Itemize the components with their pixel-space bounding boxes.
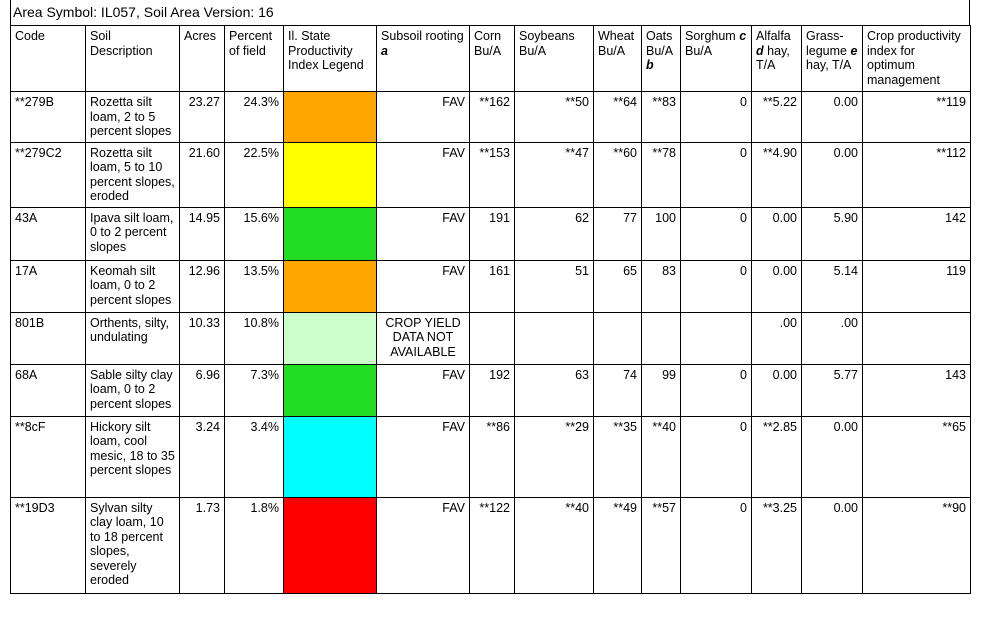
cell-alfalfa: **4.90	[752, 142, 802, 207]
cell-wheat: **60	[594, 142, 642, 207]
cell-alfalfa: **5.22	[752, 92, 802, 143]
cell-grass-legume: 0.00	[802, 92, 863, 143]
legend-swatch	[284, 92, 377, 143]
col-subsoil-rooting	[377, 26, 470, 92]
cell-sorghum: 0	[681, 142, 752, 207]
cell-percent: 22.5%	[225, 142, 284, 207]
cell-wheat: **64	[594, 92, 642, 143]
cell-alfalfa: **3.25	[752, 497, 802, 593]
cell-corn: **153	[470, 142, 515, 207]
cell-code: 68A	[11, 364, 86, 416]
cell-grass-legume: 5.90	[802, 207, 863, 260]
area-title: Area Symbol: IL057, Soil Area Version: 16	[10, 0, 970, 25]
cell-soil-description: Hickory silt loam, cool mesic, 18 to 35 percent slopes	[86, 416, 180, 497]
cell-grass-legume: 5.14	[802, 260, 863, 312]
cell-wheat	[594, 312, 642, 364]
cell-percent: 3.4%	[225, 416, 284, 497]
cell-acres: 3.24	[180, 416, 225, 497]
col-alfalfa	[752, 26, 802, 92]
legend-swatch	[284, 207, 377, 260]
table-row	[11, 92, 971, 143]
cell-alfalfa: 0.00	[752, 207, 802, 260]
cell-corn: 192	[470, 364, 515, 416]
cell-code: 43A	[11, 207, 86, 260]
cell-crop-index	[863, 312, 971, 364]
table-row	[11, 207, 971, 260]
cell-oats: 83	[642, 260, 681, 312]
cell-code: 17A	[11, 260, 86, 312]
cell-crop-index: 119	[863, 260, 971, 312]
cell-soybeans: **29	[515, 416, 594, 497]
table-row	[11, 497, 971, 593]
col-code: Code	[11, 26, 86, 92]
cell-crop-index: **112	[863, 142, 971, 207]
cell-subsoil: FAV	[377, 416, 470, 497]
cell-soybeans: **50	[515, 92, 594, 143]
cell-code: **19D3	[11, 497, 86, 593]
cell-wheat: **49	[594, 497, 642, 593]
cell-soybeans: **40	[515, 497, 594, 593]
table-row	[11, 312, 971, 364]
cell-acres: 1.73	[180, 497, 225, 593]
cell-oats: **78	[642, 142, 681, 207]
cell-percent: 15.6%	[225, 207, 284, 260]
cell-grass-legume: .00	[802, 312, 863, 364]
oats-label: Oats Bu/A	[646, 29, 674, 58]
cell-soybeans: **47	[515, 142, 594, 207]
cell-oats: **40	[642, 416, 681, 497]
cell-percent: 10.8%	[225, 312, 284, 364]
cell-acres: 10.33	[180, 312, 225, 364]
cell-subsoil: CROP YIELD DATA NOT AVAILABLE	[377, 312, 470, 364]
cell-wheat: 74	[594, 364, 642, 416]
cell-soil-description: Rozetta silt loam, 2 to 5 percent slopes	[86, 92, 180, 143]
alfalfa-unit: hay, T/A	[756, 43, 790, 72]
col-acres: Acres	[180, 26, 225, 92]
cell-alfalfa: .00	[752, 312, 802, 364]
cell-sorghum: 0	[681, 260, 752, 312]
col-oats	[642, 26, 681, 92]
col-soil-description: Soil Description	[86, 26, 180, 92]
cell-sorghum: 0	[681, 364, 752, 416]
col-sorghum	[681, 26, 752, 92]
cell-subsoil: FAV	[377, 364, 470, 416]
cell-soil-description: Rozetta silt loam, 5 to 10 percent slopes, eroded	[86, 142, 180, 207]
cell-corn: 191	[470, 207, 515, 260]
oats-note: b	[646, 58, 654, 72]
cell-crop-index: 142	[863, 207, 971, 260]
legend-swatch	[284, 416, 377, 497]
cell-acres: 12.96	[180, 260, 225, 312]
cell-oats: 99	[642, 364, 681, 416]
cell-grass-legume: 0.00	[802, 497, 863, 593]
cell-code: **279C2	[11, 142, 86, 207]
cell-code: **8cF	[11, 416, 86, 497]
legend-swatch	[284, 497, 377, 593]
alfalfa-label: Alfalfa	[756, 29, 791, 43]
table-row	[11, 142, 971, 207]
col-corn: Corn Bu/A	[470, 26, 515, 92]
cell-corn: **86	[470, 416, 515, 497]
cell-acres: 14.95	[180, 207, 225, 260]
cell-code: **279B	[11, 92, 86, 143]
table-row	[11, 416, 971, 497]
cell-corn	[470, 312, 515, 364]
cell-alfalfa: 0.00	[752, 364, 802, 416]
cell-soil-description: Sylvan silty clay loam, 10 to 18 percent slopes, severely eroded	[86, 497, 180, 593]
cell-oats: **83	[642, 92, 681, 143]
soil-report	[10, 0, 970, 594]
cell-corn: 161	[470, 260, 515, 312]
table-row	[11, 260, 971, 312]
cell-corn: **162	[470, 92, 515, 143]
legend-swatch	[284, 142, 377, 207]
cell-percent: 1.8%	[225, 497, 284, 593]
cell-percent: 24.3%	[225, 92, 284, 143]
col-wheat: Wheat Bu/A	[594, 26, 642, 92]
cell-soybeans	[515, 312, 594, 364]
cell-soil-description: Keomah silt loam, 0 to 2 percent slopes	[86, 260, 180, 312]
cell-sorghum	[681, 312, 752, 364]
sorghum-label: Sorghum	[685, 29, 736, 43]
cell-wheat: **35	[594, 416, 642, 497]
subsoil-note: a	[381, 43, 388, 58]
cell-wheat: 77	[594, 207, 642, 260]
cell-oats	[642, 312, 681, 364]
cell-acres: 21.60	[180, 142, 225, 207]
cell-percent: 13.5%	[225, 260, 284, 312]
col-grass-legume	[802, 26, 863, 92]
cell-sorghum: 0	[681, 92, 752, 143]
cell-crop-index: **65	[863, 416, 971, 497]
cell-corn: **122	[470, 497, 515, 593]
legend-swatch	[284, 364, 377, 416]
cell-soil-description: Sable silty clay loam, 0 to 2 percent slopes	[86, 364, 180, 416]
table-row	[11, 364, 971, 416]
cell-alfalfa: **2.85	[752, 416, 802, 497]
alfalfa-note: d	[756, 43, 764, 58]
col-soybeans: Soybeans Bu/A	[515, 26, 594, 92]
cell-subsoil: FAV	[377, 260, 470, 312]
cell-subsoil: FAV	[377, 497, 470, 593]
legend-swatch	[284, 312, 377, 364]
cell-code: 801B	[11, 312, 86, 364]
cell-percent: 7.3%	[225, 364, 284, 416]
soil-table	[10, 25, 971, 594]
cell-alfalfa: 0.00	[752, 260, 802, 312]
cell-crop-index: **119	[863, 92, 971, 143]
cell-grass-legume: 0.00	[802, 416, 863, 497]
soil-table-body	[11, 92, 971, 594]
sorghum-note: c	[739, 29, 747, 43]
cell-sorghum: 0	[681, 416, 752, 497]
cell-soybeans: 63	[515, 364, 594, 416]
cell-sorghum: 0	[681, 207, 752, 260]
cell-soil-description: Orthents, silty, undulating	[86, 312, 180, 364]
cell-sorghum: 0	[681, 497, 752, 593]
cell-wheat: 65	[594, 260, 642, 312]
sorghum-unit: Bu/A	[685, 43, 713, 58]
col-productivity-legend: Il. State Productivity Index Legend	[284, 26, 377, 92]
cell-soybeans: 62	[515, 207, 594, 260]
col-crop-productivity-index: Crop productivity index for optimum management	[863, 26, 971, 92]
grass-label: Grass-legume	[806, 29, 847, 58]
cell-acres: 23.27	[180, 92, 225, 143]
legend-swatch	[284, 260, 377, 312]
col-percent-of-field: Percent of field	[225, 26, 284, 92]
cell-subsoil: FAV	[377, 92, 470, 143]
header-row	[11, 26, 971, 92]
cell-crop-index: **90	[863, 497, 971, 593]
cell-oats: **57	[642, 497, 681, 593]
cell-soil-description: Ipava silt loam, 0 to 2 percent slopes	[86, 207, 180, 260]
cell-subsoil: FAV	[377, 207, 470, 260]
cell-acres: 6.96	[180, 364, 225, 416]
cell-grass-legume: 0.00	[802, 142, 863, 207]
cell-oats: 100	[642, 207, 681, 260]
grass-note: e	[850, 43, 858, 58]
cell-crop-index: 143	[863, 364, 971, 416]
subsoil-label: Subsoil rooting	[381, 29, 464, 43]
cell-grass-legume: 5.77	[802, 364, 863, 416]
cell-subsoil: FAV	[377, 142, 470, 207]
cell-soybeans: 51	[515, 260, 594, 312]
grass-unit: hay, T/A	[806, 58, 852, 72]
